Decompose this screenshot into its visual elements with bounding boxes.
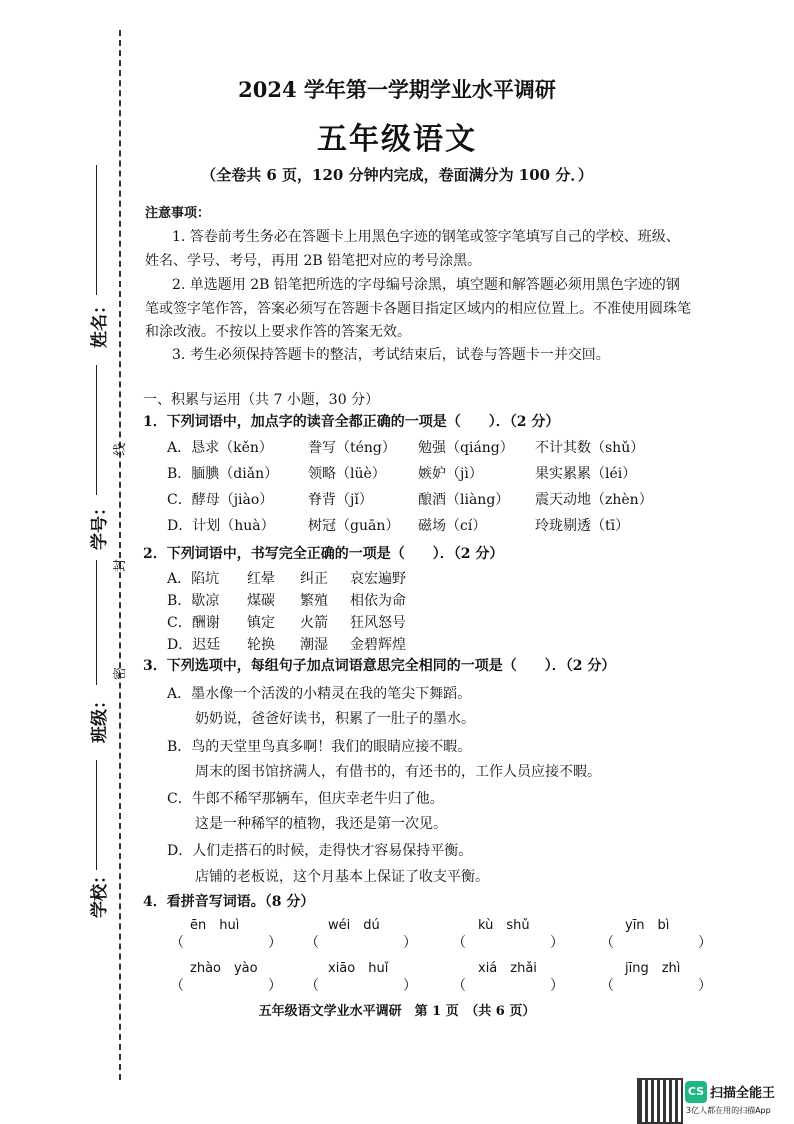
question-3-line: 店铺的老板说，这个月基本上保证了收支平衡。 xyxy=(195,869,489,885)
option-cell: D．迟廷 xyxy=(167,637,221,653)
question-3-line: C．牛郎不稀罕那辆车，但庆幸老牛归了他。 xyxy=(167,791,444,807)
option-cell: 玲珑剔透（tī） xyxy=(535,518,630,534)
pinyin-prompt: zhào yào xyxy=(190,961,258,976)
option-cell: C．酬谢 xyxy=(167,615,220,631)
answer-blank[interactable]: （ ） xyxy=(452,978,564,994)
pinyin-prompt: jīng zhì xyxy=(625,961,681,976)
pinyin-prompt: xiá zhǎi xyxy=(478,961,537,976)
option-cell: 潮湿 xyxy=(300,637,328,653)
binding-dashed-line xyxy=(119,30,121,1080)
option-cell: 狂风怒号 xyxy=(350,615,406,631)
option-cell: 相依为命 xyxy=(350,593,406,609)
seal-char-seal: 封 xyxy=(113,558,129,573)
question-3-stem: 3．下列选项中，每组句子加点词语意思完全相同的一项是（ ）．（2 分） xyxy=(143,658,616,674)
question-1-stem: 1．下列词语中，加点字的读音全都正确的一项是（ ）．（2 分） xyxy=(143,414,560,430)
option-cell: A．恳求（kěn） xyxy=(167,440,273,456)
option-cell: 纠正 xyxy=(300,571,328,587)
option-cell: D．计划（huà） xyxy=(167,518,275,534)
answer-blank[interactable]: （ ） xyxy=(305,978,417,994)
question-3-line: B．鸟的天堂里鸟真多啊！我们的眼睛应接不暇。 xyxy=(167,739,472,755)
name-label: 姓名： xyxy=(90,297,110,348)
option-cell: 煤碳 xyxy=(247,593,275,609)
option-cell: 脊背（jǐ） xyxy=(308,492,373,508)
seal-char-line: 线 xyxy=(113,442,129,457)
option-cell: 树冠（guān） xyxy=(308,518,400,534)
section-heading: 一、积累与运用（共 7 小题，30 分） xyxy=(143,392,380,408)
school-label: 学校： xyxy=(90,867,110,918)
note-line: 和涂改液。不按以上要求作答的答案无效。 xyxy=(145,324,411,340)
answer-blank[interactable]: （ ） xyxy=(170,978,282,994)
question-3-line: 这是一种稀罕的植物，我还是第一次见。 xyxy=(195,816,447,832)
option-cell: 誊写（téng） xyxy=(308,440,396,456)
option-cell: 嫉妒（jì） xyxy=(418,466,483,482)
pinyin-prompt: wéi dú xyxy=(328,918,380,933)
pinyin-prompt: ēn huì xyxy=(190,918,240,933)
scanner-logo-icon: CS xyxy=(685,1081,707,1103)
page-footer: 五年级语文学业水平调研 第 1 页 （共 6 页） xyxy=(258,1004,536,1019)
question-3-line: 周末的图书馆挤满人，有借书的，有还书的，工作人员应接不暇。 xyxy=(195,764,601,780)
option-cell: B．腼腆（diǎn） xyxy=(167,466,279,482)
answer-blank[interactable]: （ ） xyxy=(600,978,712,994)
option-cell: 火箭 xyxy=(300,615,328,631)
option-cell: 镇定 xyxy=(247,615,275,631)
seal-char-secret: 密 xyxy=(113,666,129,681)
question-4-stem: 4．看拼音写词语。（8 分） xyxy=(143,894,315,910)
option-cell: 磁场（cí） xyxy=(418,518,487,534)
option-cell: A．陷坑 xyxy=(167,571,220,587)
notes-heading: 注意事项： xyxy=(145,206,211,221)
school-fill-line xyxy=(96,760,97,870)
option-cell: 金碧辉煌 xyxy=(350,637,406,653)
note-line: 2. 单选题用 2B 铅笔把所选的字母编号涂黑，填空题和解答题必须用黑色字迹的钢 xyxy=(172,277,680,293)
scanner-app-tagline: 3亿人都在用的扫描App xyxy=(686,1106,771,1115)
exam-title: 2024 学年第一学期学业水平调研 xyxy=(238,77,556,102)
pinyin-prompt: xiāo huǐ xyxy=(328,961,389,976)
number-fill-line xyxy=(96,365,97,495)
question-3-line: A．墨水像一个活泼的小精灵在我的笔尖下舞蹈。 xyxy=(167,686,472,702)
note-line: 1. 答卷前考生务必在答题卡上用黑色字迹的钢笔或签字笔填写自己的学校、班级、 xyxy=(172,229,680,245)
option-cell: 繁殖 xyxy=(300,593,328,609)
question-3-line: 奶奶说，爸爸好读书，积累了一肚子的墨水。 xyxy=(195,711,475,727)
note-line: 姓名、学号、考号，再用 2B 铅笔把对应的考号涂黑。 xyxy=(145,253,482,269)
option-cell: 不计其数（shǔ） xyxy=(535,440,645,456)
option-cell: 哀宏遍野 xyxy=(350,571,406,587)
option-cell: 果实累累（léi） xyxy=(535,466,637,482)
class-label: 班级： xyxy=(90,692,110,743)
exam-info: （全卷共 6 页，120 分钟内完成，卷面满分为 100 分．） xyxy=(201,166,593,184)
subject-title: 五年级语文 xyxy=(317,122,477,157)
note-line: 笔或签字笔作答，答案必须写在答题卡各题目指定区域内的相应位置上。不准使用圆珠笔 xyxy=(145,301,691,317)
class-fill-line xyxy=(96,560,97,685)
answer-blank[interactable]: （ ） xyxy=(170,935,282,951)
option-cell: C．酵母（jiào） xyxy=(167,492,274,508)
option-cell: 轮换 xyxy=(247,637,275,653)
pinyin-prompt: yīn bì xyxy=(625,918,670,933)
answer-blank[interactable]: （ ） xyxy=(452,935,564,951)
option-cell: 震天动地（zhèn） xyxy=(535,492,653,508)
question-3-line: D．人们走搭石的时候，走得快才容易保持平衡。 xyxy=(167,843,473,859)
answer-blank[interactable]: （ ） xyxy=(600,935,712,951)
note-line: 3. 考生必须保持答题卡的整洁，考试结束后，试卷与答题卡一并交回。 xyxy=(172,347,610,363)
option-cell: 酿酒（liàng） xyxy=(418,492,510,508)
answer-blank[interactable]: （ ） xyxy=(305,935,417,951)
option-cell: 领略（lüè） xyxy=(308,466,386,482)
scanner-app-name: 扫描全能王 xyxy=(710,1086,776,1101)
qr-code-icon xyxy=(637,1078,683,1124)
option-cell: 红晕 xyxy=(247,571,275,587)
question-2-stem: 2．下列词语中，书写完全正确的一项是（ ）．（2 分） xyxy=(143,546,504,562)
option-cell: B．歇凉 xyxy=(167,593,220,609)
option-cell: 勉强（qiáng） xyxy=(418,440,514,456)
number-label: 学号： xyxy=(90,499,110,550)
pinyin-prompt: kù shǔ xyxy=(478,918,530,933)
